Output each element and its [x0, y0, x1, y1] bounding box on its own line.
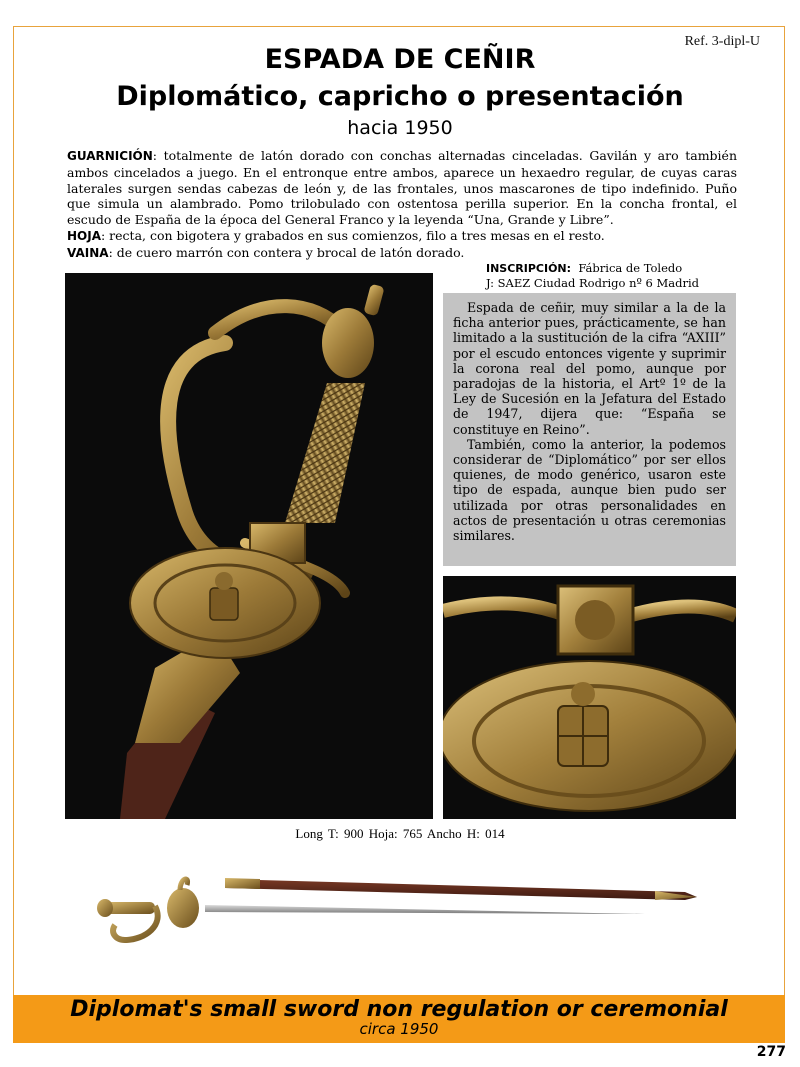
banner-subtitle: circa 1950 [359, 1020, 439, 1038]
hilt-photo [65, 273, 433, 819]
guarnicion-text: : totalmente de latón dorado con conchas alternadas cinceladas. Gavilán y aro también ambos cincelados a juego. En el entronque entre ambos, aparece un hexaedro regular, de cuyas caras laterales surgen sendas cabezas de león y, de las frontales, unos mascarones de tipo indefinido. Puño que simula un alambrado. Pomo trilobulado con ostentosa perilla superior. En la concha frontal, el escudo de España de la época del General Franco y la leyenda “Una, Grande y Libre”. [67, 148, 737, 228]
page-title: ESPADA DE CEÑIR [264, 44, 536, 75]
description-block [67, 148, 737, 262]
hoja-text: : recta, con bigotera y grabados en sus comienzos, filo a tres mesas en el resto. [101, 227, 605, 243]
commentary-paragraph-1: Espada de ceñir, muy similar a la de la ficha anterior pues, prácticamente, se han limitado a la sustitución de la cifra “AXIII” por el escudo entonces vigente y suprimir la corona real del pomo, aunque por paradojas de la historia, el Artº 1º de la Ley de Sucesión en la Jefatura del Estado de 1947, dijera que: “España se constituye en Reino”. [453, 300, 726, 437]
full-sword-illustration [95, 870, 705, 950]
footer-banner [13, 995, 785, 1043]
commentary-paragraph-2: También, como la anterior, la podemos considerar de “Diplomático” por ser ellos quienes, de modo genérico, usaron este tipo de espada, aunque bien pudo ser utilizada por otras personalidades en actos de presentación u otras ceremonias similares. [453, 436, 726, 544]
reference-code: Ref. 3-dipl-U [684, 34, 760, 49]
hoja-label: HOJA [67, 228, 101, 243]
inscription-block [486, 261, 699, 291]
shell-detail-photo [443, 576, 736, 819]
hilt-illustration [65, 273, 433, 819]
inscription-line2: J: SAEZ Ciudad Rodrigo nº 6 Madrid [486, 276, 700, 290]
banner-title: Diplomat's small sword non regulation or ceremonial [70, 997, 728, 1022]
inscription-line1: Fábrica de Toledo [578, 261, 683, 275]
guarnicion-paragraph [67, 148, 737, 228]
guarnicion-label: GUARNICIÓN [67, 149, 153, 163]
vaina-paragraph [67, 245, 737, 262]
inscription-label: INSCRIPCIÓN: [486, 262, 572, 275]
shell-detail-illustration [443, 576, 736, 819]
measurements: Long T: 900 Hoja: 765 Ancho H: 014 [295, 826, 505, 841]
vaina-text: : de cuero marrón con contera y brocal de latón dorado. [108, 244, 465, 260]
hoja-paragraph [67, 228, 737, 245]
vaina-label: VAINA [67, 245, 109, 260]
commentary-box [443, 293, 736, 566]
page-subtitle: Diplomático, capricho o presentación [116, 81, 684, 112]
page-date: hacia 1950 [347, 117, 453, 139]
page-number: 277 [756, 1044, 786, 1060]
